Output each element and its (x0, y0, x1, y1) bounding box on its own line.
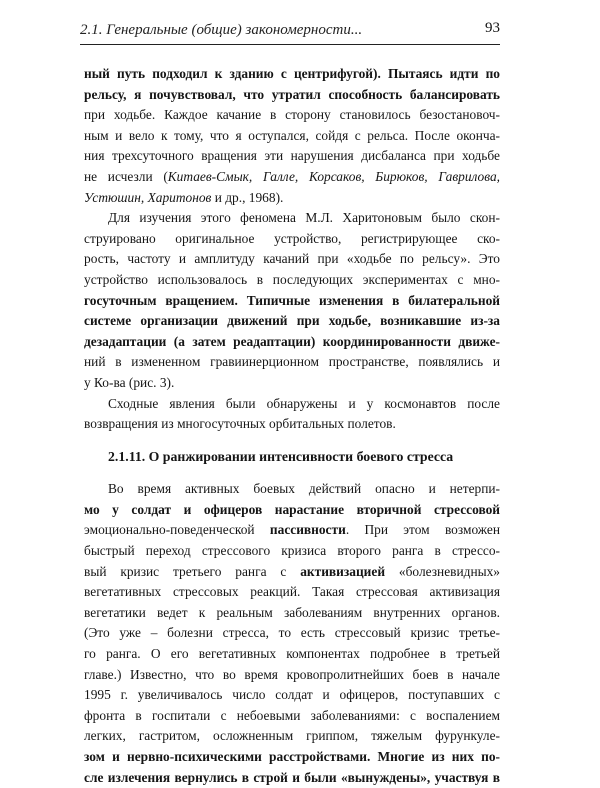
text-line: вегетативных стрессовых реакций. Такая стрессовая активизация (84, 584, 500, 600)
text-line: Сходные явления были обнаружены и у космонавтов после (108, 395, 500, 411)
text-line: сле излечения вернулись в строй и были «вынуждены», участвуя в (84, 769, 500, 785)
text-line (84, 188, 500, 209)
text-line: легких, гастритом, осложненным гриппом, тяжелым фурункуле- (84, 728, 500, 744)
citation-authors: Устюшин, Харитонов (84, 189, 212, 205)
text-run: «болезневидных» (385, 563, 500, 579)
paragraph-4 (84, 479, 500, 788)
text-line: у Ко-ва (рис. 3). (84, 374, 175, 390)
text-line: ным и вело к тому, что я оступался, сойдя с рельса. После оконча- (84, 127, 500, 143)
text-line: возвращения из многосуточных орбитальных полетов. (84, 416, 396, 432)
text-line: ния трехсуточного вращения эти нарушения дисбаланса при ходьбе (84, 148, 500, 164)
text-line: устройство использовалось в последующих экспериментах с мно- (84, 271, 500, 287)
text-run: и др., 1968). (211, 189, 284, 205)
text-line: при ходьбе. Каждое качание в сторону становилось безостановоч- (84, 107, 500, 123)
text-line (84, 562, 500, 583)
text-run: вый кризис третьего ранга с (84, 563, 301, 579)
text-line: Для изучения этого феномена М.Л. Харитоновым было скон- (108, 210, 500, 226)
text-line: го ранга. О его вегетативных компонентах подробнее в третьей (84, 646, 500, 662)
text-run: не исчезли ( (84, 168, 168, 184)
paragraph-3 (84, 394, 500, 435)
text-line: (Это уже – болезни стресса, то есть стрессовый кризис третье- (84, 625, 500, 641)
emphasis: пассивности (269, 522, 346, 538)
paragraph-2 (84, 208, 500, 393)
citation-authors: Китаев-Смык, Галле, Корсаков, Бирюков, Гаврилова, (167, 168, 500, 184)
emphasis: активизацией (300, 563, 386, 579)
text-line: рельсу, я почувствовал, что утратил способность балансировать (84, 86, 500, 102)
page-body (84, 64, 500, 788)
text-line: Во время активных боевых действий опасно и нетерпи- (108, 481, 500, 497)
text-run: эмоционально-поведенческой (84, 522, 270, 538)
text-run: . При этом возможен (345, 522, 500, 538)
spacer (84, 435, 500, 447)
text-line: госуточным вращением. Типичные изменения в билатеральной (84, 292, 500, 308)
text-line: струировано оригинальное устройство, регистрирующее ско- (84, 230, 500, 246)
text-line: системе организации движений при ходьбе, возникавшие из-за (84, 313, 500, 329)
text-line: зом и нервно-психическими расстройствами. Многие из них по- (84, 749, 500, 764)
text-line: ный путь подходил к зданию с центрифугой). Пытаясь идти по (84, 66, 500, 81)
section-heading: 2.1.11. О ранжировании интенсивности боевого стресса (108, 448, 454, 464)
text-line: мо у солдат и офицеров нарастание вторичной стрессовой (84, 501, 500, 517)
header-rule (80, 44, 500, 45)
running-title: 2.1. Генеральные (общие) закономерности... (80, 22, 363, 38)
text-line: быстрый переход стрессового кризиса второго ранга в стрессо- (84, 543, 500, 559)
paragraph-1 (84, 64, 500, 208)
text-line: 1995 г. увеличивалось число солдат и офицеров, поступавших с (84, 687, 500, 703)
text-line: фронта в госпитали с небоевыми заболеваниями: с воспалением (84, 707, 500, 723)
text-line: рость, частоту и амплитуду качаний при «ходьбе по рельсу». Это (84, 251, 500, 267)
text-line: главе.) Известно, что во время кровопролитнейших боев в начале (84, 666, 500, 682)
page-number: 93 (485, 20, 500, 36)
text-line (84, 167, 500, 188)
text-line (84, 520, 500, 541)
text-line: ний в измененном гравиинерционном пространстве, появлялись и (84, 354, 500, 370)
text-line: дезадаптации (а затем реадаптации) координированности движе- (84, 333, 500, 349)
text-line: вегетатики ведет к реальным заболеваниям внутренних органов. (84, 604, 500, 620)
spacer (84, 467, 500, 479)
